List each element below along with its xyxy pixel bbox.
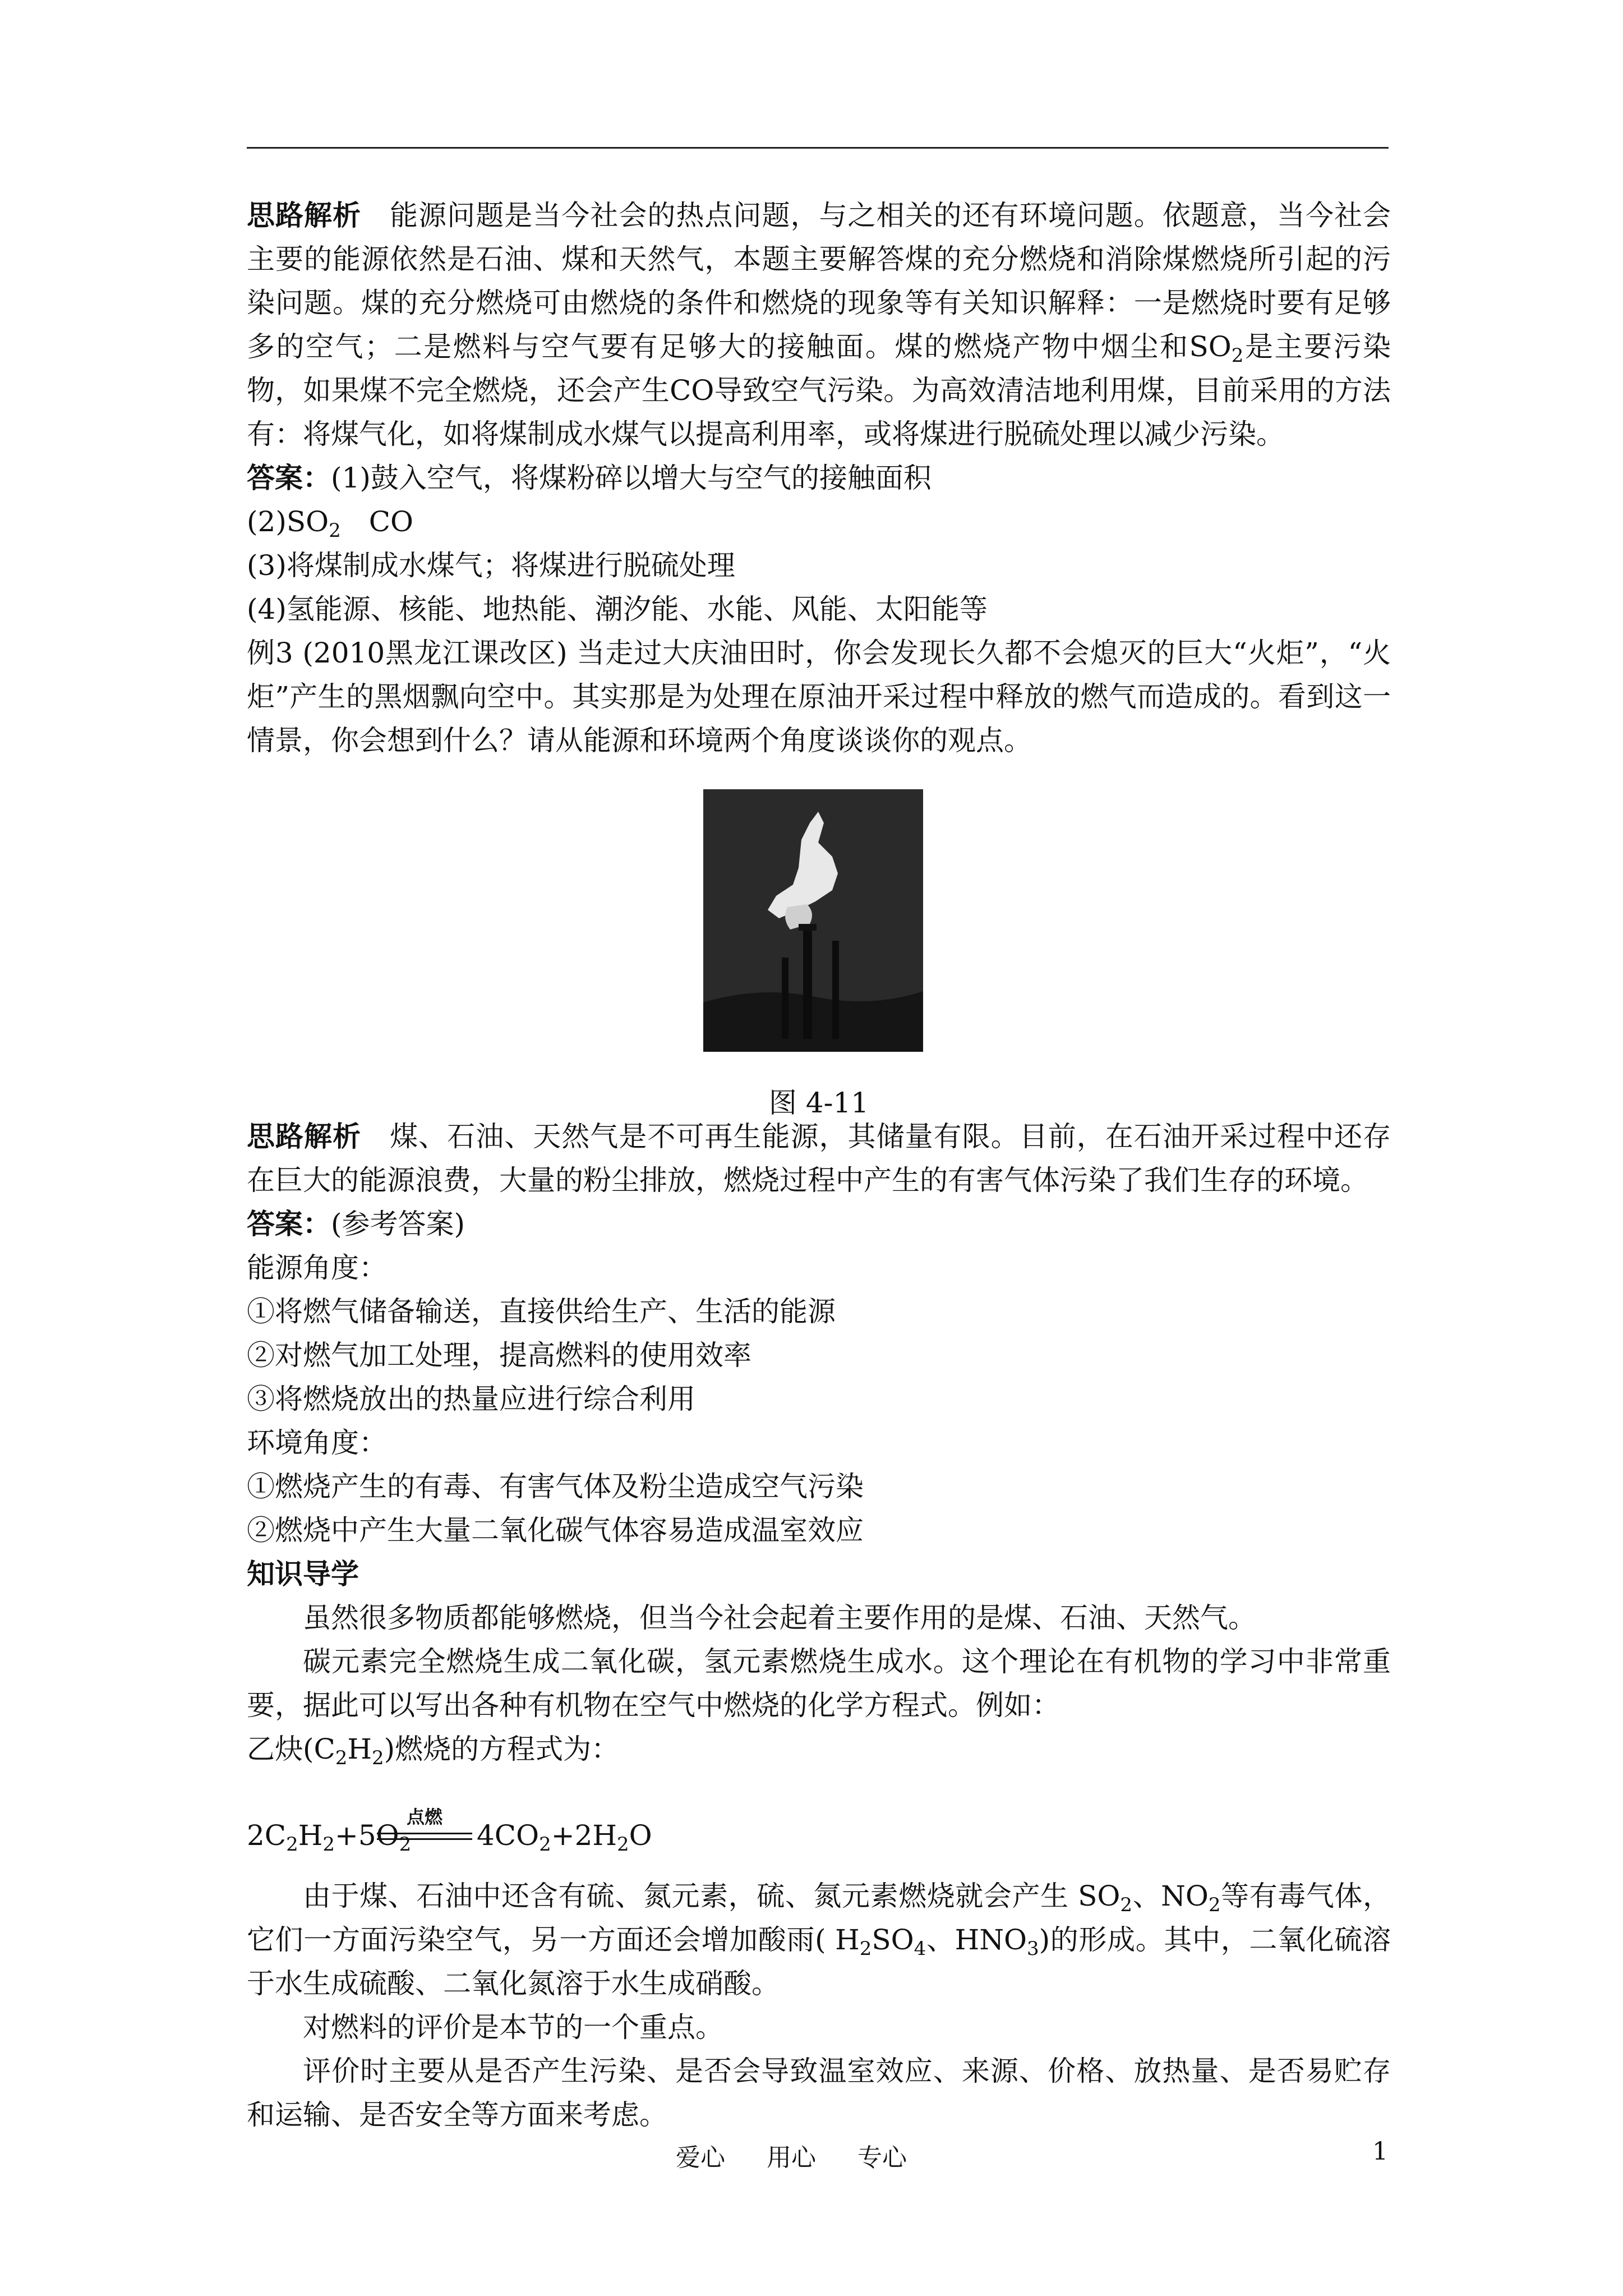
environment-item: ①燃烧产生的有毒、有害气体及粉尘造成空气污染 bbox=[247, 1470, 864, 1503]
page-content bbox=[247, 194, 1391, 2137]
combustion-equation bbox=[247, 1790, 1391, 1874]
figure-caption: 图 4-11 bbox=[768, 1087, 869, 1119]
answer-1: 答案：(1)鼓入空气，将煤粉碎以增大与空气的接触面积 bbox=[247, 461, 932, 494]
knowledge-paragraph-3: 乙炔$(C_2H_2)$燃烧的方程式为： bbox=[247, 1733, 620, 1769]
energy-item: ②对燃气加工处理，提高燃料的使用效率 bbox=[247, 1339, 751, 1372]
energy-item: ①将燃气储备输送，直接供给生产、生活的能源 bbox=[247, 1295, 836, 1328]
figure-4-11 bbox=[247, 789, 1391, 1119]
reaction-condition: 点燃 bbox=[406, 1806, 442, 1828]
example-3-question: 例3 (2010黑龙江课改区) 当走过大庆油田时，你会发现长久都不会熄灭的巨大“火炬”，“火炬”产生的黑烟飘向空中。其实那是为处理在原油开采过程中释放的燃气而造成的。看到这一情景，你会想到什么？请从能源和环境两个角度谈谈你的观点。 bbox=[247, 637, 1391, 757]
page-number: 1 bbox=[1372, 2137, 1388, 2166]
answer-label: 答案： bbox=[247, 461, 331, 494]
knowledge-paragraph-5: 对燃料的评价是本节的一个重点。 bbox=[303, 2011, 723, 2044]
answer-1-line-4: (4)氢能源、核能、地热能、潮汐能、水能、风能、太阳能等 bbox=[247, 593, 988, 625]
answer-2: 答案：(参考答案) bbox=[247, 1207, 465, 1240]
answer-label-2: 答案： bbox=[247, 1207, 331, 1240]
equation-reactants: $2C_2H_2+5O_2$ bbox=[247, 1819, 412, 1856]
energy-heading: 能源角度： bbox=[247, 1251, 387, 1284]
knowledge-paragraph-6: 评价时主要从是否产生污染、是否会导致温室效应、来源、价格、放热量、是否易贮存和运输、是否安全等方面来考虑。 bbox=[247, 2055, 1391, 2131]
answer-1-line-2: $(2)SO_2$ CO bbox=[247, 505, 413, 542]
environment-heading: 环境角度： bbox=[247, 1427, 387, 1459]
answer-1-line-3: (3)将煤制成水煤气；将煤进行脱硫处理 bbox=[247, 549, 735, 582]
knowledge-heading: 知识导学 bbox=[247, 1557, 359, 1590]
flare-photo bbox=[703, 789, 923, 1052]
knowledge-paragraph-4: 由于煤、石油中还含有硫、氮元素，硫、氮元素燃烧就会产生 $SO_2$、$NO_2$等有毒气体，它们一方面污染空气，另一方面还会增加酸雨( $H_2SO_4$、$HNO_3$)的形成。其中，二氧化硫溶于水生成硫酸、二氧化氮溶于水生成硝酸。 bbox=[247, 1880, 1391, 2000]
equation-products: $4CO_2+2H_2O$ bbox=[477, 1819, 652, 1856]
analysis-label-2: 思路解析 bbox=[247, 1120, 362, 1153]
knowledge-paragraph-2: 碳元素完全燃烧生成二氧化碳，氢元素燃烧生成水。这个理论在有机物的学习中非常重要，据此可以写出各种有机物在空气中燃烧的化学方程式。例如： bbox=[247, 1645, 1391, 1722]
energy-item: ③将燃烧放出的热量应进行综合利用 bbox=[247, 1383, 695, 1415]
reaction-condition-sign bbox=[377, 1806, 472, 1856]
analysis-paragraph-2: 思路解析 煤、石油、天然气是不可再生能源，其储量有限。目前，在石油开采过程中还存在巨大的能源浪费，大量的粉尘排放，燃烧过程中产生的有害气体污染了我们生存的环境。 bbox=[247, 1120, 1391, 1197]
header-rule bbox=[247, 147, 1389, 149]
footer-motto: 爱心 用心 专心 bbox=[676, 2143, 907, 2172]
analysis-label: 思路解析 bbox=[247, 199, 362, 232]
environment-item: ②燃烧中产生大量二氧化碳气体容易造成温室效应 bbox=[247, 1514, 864, 1547]
analysis-paragraph-1: 思路解析 能源问题是当今社会的热点问题，与之相关的还有环境问题。依题意，当今社会主要的能源依然是石油、煤和天然气，本题主要解答煤的充分燃烧和消除煤燃烧所引起的污染问题。煤的充分燃烧可由燃烧的条件和燃烧的现象等有关知识解释：一是燃烧时要有足够多的空气；二是燃料与空气要有足够大的接触面。煤的燃烧产物中烟尘和$SO_2$是主要污染物，如果煤不完全燃烧，还会产生CO导致空气污染。为高效清洁地利用煤，目前采用的方法有：将煤气化，如将煤制成水煤气以提高利用率，或将煤进行脱硫处理以减少污染。 bbox=[247, 199, 1391, 450]
knowledge-paragraph-1: 虽然很多物质都能够燃烧，但当今社会起着主要作用的是煤、石油、天然气。 bbox=[303, 1602, 1256, 1634]
